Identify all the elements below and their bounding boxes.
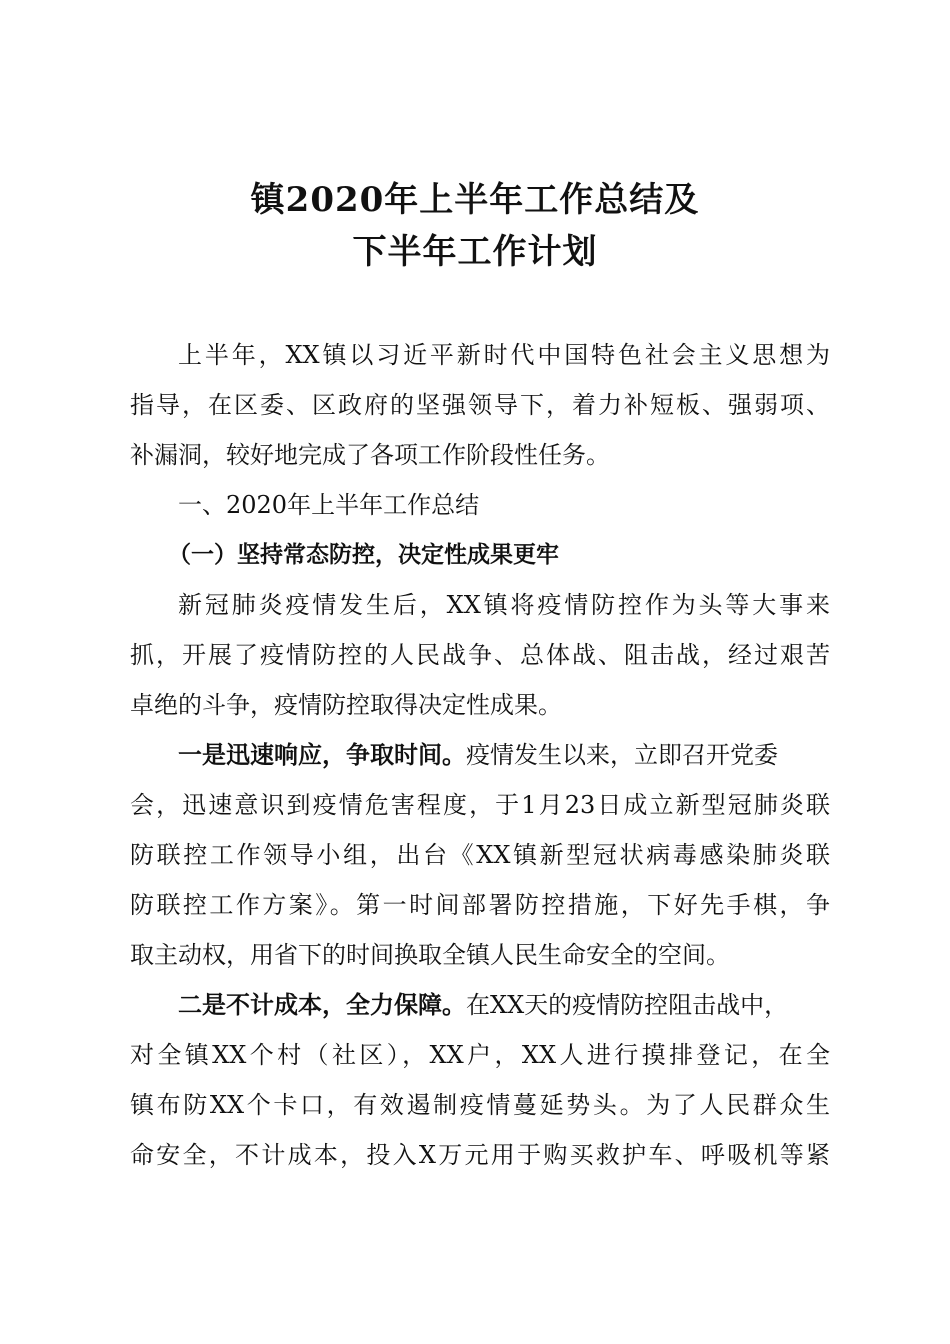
para1-line-2: 抓，开展了疫情防控的人民战争、总体战、阻击战，经过艰苦 <box>130 641 830 669</box>
para3-line-3: 镇布防XX个卡口，有效遏制疫情蔓延势头。为了人民群众生 <box>130 1091 830 1119</box>
para3-lead: 二是不计成本，全力保障。 <box>178 990 466 1019</box>
para2-text-1: 疫情发生以来，立即召开党委 <box>466 741 778 769</box>
para3-line-2: 对全镇XX个村（社区），XX户，XX人进行摸排登记，在全 <box>130 1041 830 1069</box>
para2-line-2: 会，迅速意识到疫情危害程度，于1月23日成立新型冠肺炎联 <box>130 791 830 819</box>
para3-text-1: 在XX天的疫情防控阻击战中， <box>466 991 789 1019</box>
para2-lead: 一是迅速响应，争取时间。 <box>178 740 466 769</box>
para2-line-1 <box>178 740 830 770</box>
para2-line-4: 防联控工作方案》。第一时间部署防控措施，下好先手棋，争 <box>130 891 830 919</box>
para2-line-3: 防联控工作领导小组，出台《XX镇新型冠状病毒感染肺炎联 <box>130 841 830 869</box>
intro-line-2: 指导，在区委、区政府的坚强领导下，着力补短板、强弱项、 <box>130 391 830 419</box>
intro-line-3: 补漏洞，较好地完成了各项工作阶段性任务。 <box>130 441 610 469</box>
para3-line-4: 命安全，不计成本，投入X万元用于购买救护车、呼吸机等紧 <box>130 1141 830 1169</box>
document-title-line-2: 下半年工作计划 <box>352 232 598 272</box>
para3-line-1 <box>178 990 830 1020</box>
para1-line-3: 卓绝的斗争，疫情防控取得决定性成果。 <box>130 691 562 719</box>
subsection-heading: （一）坚持常态防控，决定性成果更牢 <box>168 541 559 568</box>
section-heading: 一、2020年上半年工作总结 <box>178 491 480 519</box>
intro-line-1: 上半年，XX镇以习近平新时代中国特色社会主义思想为 <box>178 341 830 369</box>
para1-line-1: 新冠肺炎疫情发生后，XX镇将疫情防控作为头等大事来 <box>178 591 830 619</box>
document-title-line-1: 镇2020年上半年工作总结及 <box>250 180 700 220</box>
para2-line-5: 取主动权，用省下的时间换取全镇人民生命安全的空间。 <box>130 941 730 969</box>
